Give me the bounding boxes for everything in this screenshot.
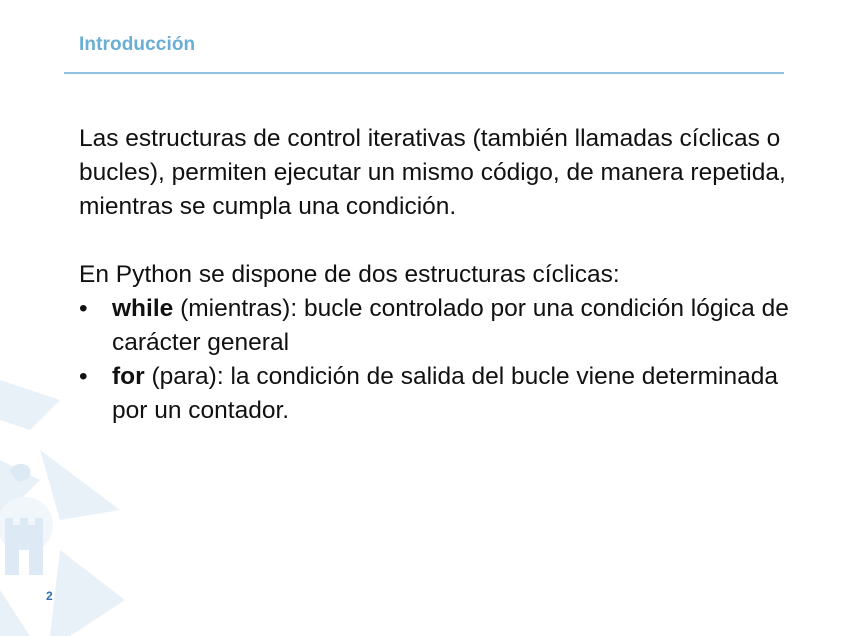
- list-item-while: [79, 292, 819, 360]
- slide-body: [79, 122, 819, 428]
- page-number: 2: [46, 589, 53, 603]
- slide-title: Introducción: [79, 34, 196, 55]
- intro-paragraph: Las estructuras de control iterativas (también llamadas cíclicas o bucles), permiten ejecutar un mismo código, de manera repetida, mientras se cumpla una condición.: [79, 125, 786, 220]
- bullet-icon: •: [79, 363, 88, 390]
- item-description: (mientras): bucle controlado por una condición lógica de carácter general: [112, 295, 789, 356]
- item-description: (para): la condición de salida del bucle viene determinada por un contador.: [112, 363, 778, 424]
- bullet-icon: •: [79, 295, 88, 322]
- list-item-for: [79, 360, 819, 428]
- keyword-while: while: [112, 295, 174, 322]
- loop-types-list: [79, 292, 819, 428]
- title-divider: [64, 72, 784, 74]
- structures-heading: En Python se dispone de dos estructuras cíclicas:: [79, 261, 620, 288]
- keyword-for: for: [112, 363, 145, 390]
